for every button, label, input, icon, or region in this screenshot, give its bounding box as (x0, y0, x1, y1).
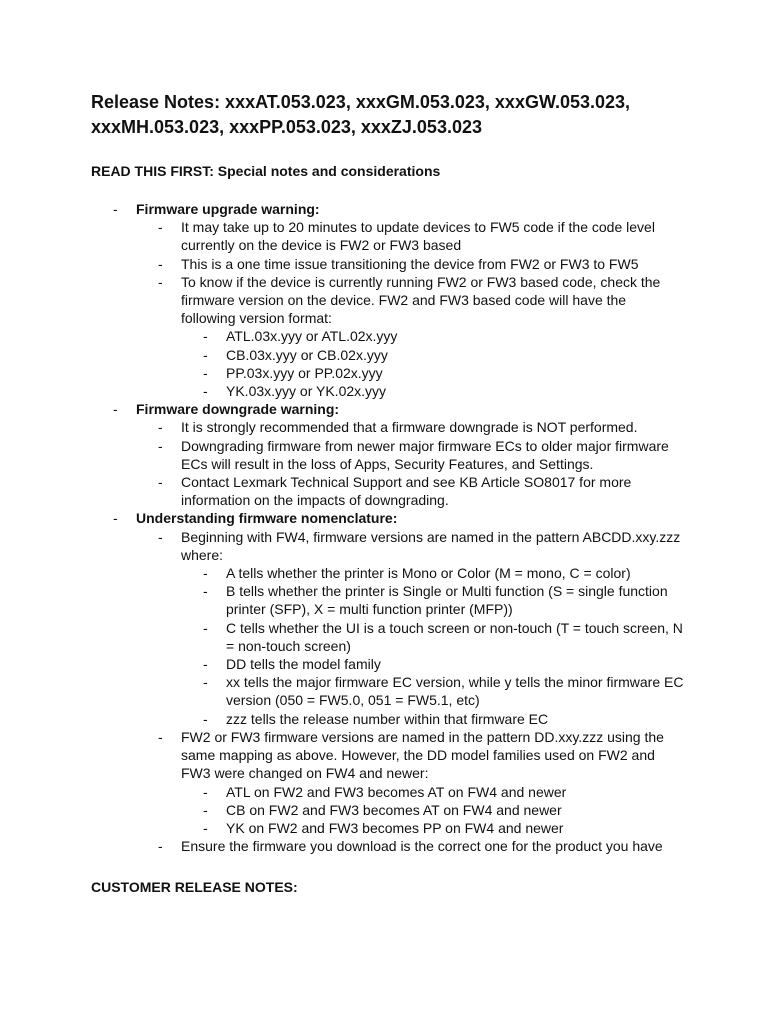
bullet-dash: - (203, 565, 208, 582)
bullet-dash: - (113, 401, 118, 418)
sub-list-item (0, 783, 768, 801)
sub-list-item-text: zzz tells the release number within that firmware EC (226, 710, 549, 727)
list-item-text: This is a one time issue transitioning the device from FW2 or FW3 to FW5 (181, 255, 639, 272)
sub-list-item-text: CB on FW2 and FW3 becomes AT on FW4 and newer (226, 801, 562, 818)
sub-list-item (0, 346, 768, 364)
list-item (0, 473, 768, 509)
section-heading-upgrade (0, 200, 768, 218)
customer-release-notes-heading: CUSTOMER RELEASE NOTES: (91, 879, 298, 895)
bullet-dash: - (203, 710, 208, 727)
sub-list-item-text: ATL on FW2 and FW3 becomes AT on FW4 and newer (226, 783, 567, 800)
bullet-dash: - (158, 474, 163, 491)
list-item (0, 728, 768, 783)
list-item (0, 528, 768, 564)
sub-list-item-text: A tells whether the printer is Mono or Color (M = mono, C = color) (226, 565, 631, 582)
section-heading-text: Firmware downgrade warning: (136, 401, 340, 418)
sub-list-item-text: YK.03x.yyy or YK.02x.yyy (226, 383, 387, 400)
bullet-dash: - (113, 510, 118, 527)
bullet-dash: - (203, 328, 208, 345)
sub-list-item-text: PP.03x.yyy or PP.02x.yyy (226, 364, 383, 381)
sub-list-item (0, 564, 768, 582)
bullet-dash: - (203, 364, 208, 381)
bullet-dash: - (158, 219, 163, 236)
bullet-dash: - (203, 674, 208, 691)
list-item-text: FW2 or FW3 firmware versions are named in the pattern DD.xxy.zzz using the same mapping as above. However, the DD model families used on FW2 and FW3 were changed on FW4 and newer: (181, 728, 664, 782)
read-first-heading: READ THIS FIRST: Special notes and considerations (91, 163, 441, 179)
sub-list-item (0, 655, 768, 673)
sub-list-item (0, 819, 768, 837)
list-item (0, 273, 768, 328)
bullet-dash: - (203, 819, 208, 836)
notes-list (0, 200, 768, 855)
bullet-dash: - (203, 656, 208, 673)
document-title: Release Notes: xxxAT.053.023, xxxGM.053.023, xxxGW.053.023, xxxMH.053.023, xxxPP.053.023, xxxZJ.053.023 (91, 92, 631, 137)
sub-list-item-text: ATL.03x.yyy or ATL.02x.yyy (226, 328, 398, 345)
sub-list-item-text: DD tells the model family (226, 656, 381, 673)
list-item-text: To know if the device is currently running FW2 or FW3 based code, check the firmware version on the device. FW2 and FW3 based code will have the following version format: (181, 273, 661, 327)
sub-list-item-text: xx tells the major firmware EC version, while y tells the minor firmware EC version (050 = FW5.0, 051 = FW5.1, etc) (226, 674, 684, 709)
list-item (0, 255, 768, 273)
bullet-dash: - (203, 783, 208, 800)
bullet-dash: - (158, 419, 163, 436)
list-item-text: Downgrading firmware from newer major firmware ECs to older major firmware ECs will result in the loss of Apps, Security Features, and Settings. (181, 437, 669, 472)
sub-list-item (0, 327, 768, 345)
sub-list-item (0, 619, 768, 655)
sub-list-item-text: B tells whether the printer is Single or Multi function (S = single function printer (SFP), X = multi function printer (MFP)) (226, 583, 668, 618)
section-heading-text: Understanding firmware nomenclature: (136, 510, 398, 527)
sub-list-item-text: C tells whether the UI is a touch screen or non-touch (T = touch screen, N = non-touch screen) (226, 619, 683, 654)
section-heading-downgrade (0, 400, 768, 418)
sub-list-item (0, 582, 768, 618)
sub-list-item (0, 364, 768, 382)
bullet-dash: - (203, 801, 208, 818)
list-item (0, 837, 768, 855)
bullet-dash: - (203, 583, 208, 600)
list-item-text: It may take up to 20 minutes to update devices to FW5 code if the code level currently on the device is FW2 or FW3 based (181, 219, 655, 254)
sub-list-item (0, 710, 768, 728)
sub-list-item (0, 801, 768, 819)
bullet-dash: - (158, 255, 163, 272)
list-item-text: Beginning with FW4, firmware versions are named in the pattern ABCDD.xxy.zzz where: (181, 528, 681, 563)
bullet-dash: - (158, 838, 163, 855)
sub-list-item-text: YK on FW2 and FW3 becomes PP on FW4 and newer (226, 819, 564, 836)
bullet-dash: - (158, 437, 163, 454)
bullet-dash: - (203, 619, 208, 636)
section-heading-text: Firmware upgrade warning: (136, 201, 320, 217)
sub-list-item (0, 382, 768, 400)
list-item (0, 418, 768, 436)
sub-list-item (0, 673, 768, 709)
bullet-dash: - (203, 346, 208, 363)
list-item (0, 218, 768, 254)
sub-list-item-text: CB.03x.yyy or CB.02x.yyy (226, 346, 388, 363)
section-heading-nomenclature (0, 509, 768, 527)
bullet-dash: - (203, 383, 208, 400)
bullet-dash: - (158, 528, 163, 545)
list-item-text: Contact Lexmark Technical Support and see KB Article SO8017 for more information on the impacts of downgrading. (181, 474, 632, 509)
list-item (0, 437, 768, 473)
bullet-dash: - (113, 201, 118, 217)
bullet-dash: - (158, 728, 163, 745)
bullet-dash: - (158, 273, 163, 290)
list-item-text: Ensure the firmware you download is the correct one for the product you have (181, 838, 663, 855)
list-item-text: It is strongly recommended that a firmware downgrade is NOT performed. (181, 419, 638, 436)
